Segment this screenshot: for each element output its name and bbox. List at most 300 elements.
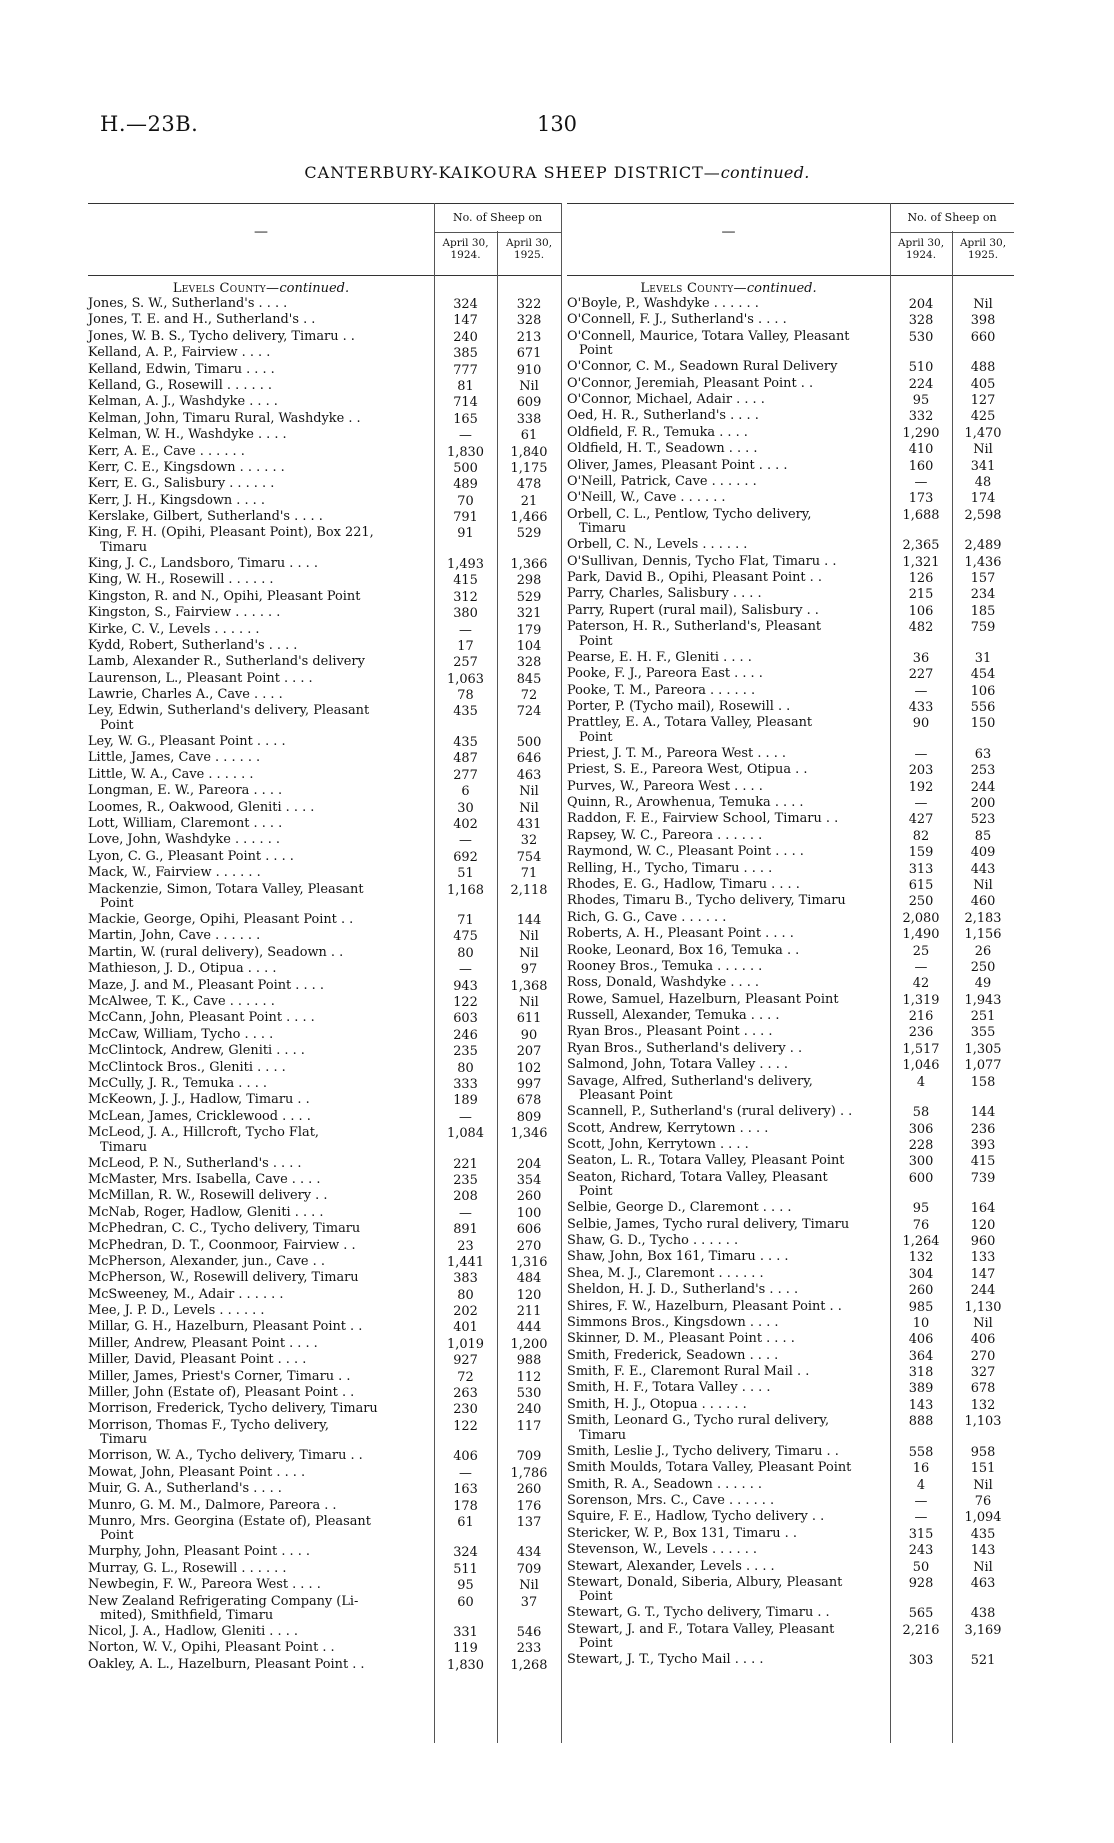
owner-line: Pooke, F. J., Pareora East . . . . bbox=[567, 666, 763, 682]
sheep-1924: 202 bbox=[453, 1304, 478, 1320]
sheep-1925: 809 bbox=[516, 1109, 542, 1125]
owner-address bbox=[88, 1353, 428, 1368]
sheep-1924: 1,084 bbox=[447, 1126, 484, 1142]
sheep-1925: 26 bbox=[974, 943, 992, 959]
sheep-1924: 1,019 bbox=[447, 1336, 484, 1352]
table-row bbox=[88, 850, 561, 866]
sheep-1924: 318 bbox=[908, 1365, 934, 1381]
sheep-1924: 1,493 bbox=[447, 556, 484, 572]
sheep-1925: 32 bbox=[520, 833, 538, 849]
owner-address bbox=[88, 412, 428, 427]
table-row bbox=[88, 1126, 561, 1157]
sheep-1925: 251 bbox=[970, 1009, 996, 1025]
table-row bbox=[567, 538, 1014, 554]
owner-address bbox=[88, 1077, 428, 1092]
sheep-1924: 106 bbox=[908, 603, 934, 619]
owner-line: Martin, John, Cave . . . . . . bbox=[88, 928, 261, 944]
county-name: Levels County— bbox=[172, 281, 280, 296]
owner-line: Mowat, John, Pleasant Point . . . . bbox=[88, 1464, 306, 1480]
sheep-1925: 31 bbox=[974, 650, 992, 666]
table-row bbox=[88, 639, 561, 655]
table-row bbox=[88, 1044, 561, 1060]
table-row bbox=[88, 1028, 561, 1044]
owner-line: O'Sullivan, Dennis, Tycho Flat, Timaru . . bbox=[567, 553, 837, 569]
sheep-1925: 71 bbox=[520, 866, 538, 882]
sheep-1925: 478 bbox=[516, 477, 542, 493]
owner-address bbox=[88, 606, 428, 621]
sheep-1925: 660 bbox=[970, 329, 996, 345]
sheep-1924: 714 bbox=[453, 395, 478, 411]
owner-line: Russell, Alexander, Temuka . . . . bbox=[567, 1008, 780, 1024]
owner-address bbox=[88, 866, 428, 881]
sheep-1925: 176 bbox=[516, 1498, 542, 1514]
owner-line: Rhodes, Timaru B., Tycho delivery, Timaru bbox=[567, 893, 846, 909]
owner-line: Little, James, Cave . . . . . . bbox=[88, 750, 261, 766]
sheep-1924: 277 bbox=[453, 767, 478, 783]
owner-line: Stewart, J. and F., Totara Valley, Pleasant bbox=[567, 1621, 835, 1637]
sheep-1924: 189 bbox=[453, 1093, 478, 1109]
sheep-1925: 529 bbox=[516, 526, 542, 542]
sheep-1925: 90 bbox=[520, 1027, 538, 1043]
sheep-1925: 415 bbox=[970, 1154, 996, 1170]
table-row bbox=[88, 379, 561, 395]
owner-line: O'Connell, Maurice, Totara Valley, Pleasant bbox=[567, 328, 850, 344]
sheep-1924: 1,321 bbox=[902, 554, 940, 570]
sheep-1924: 511 bbox=[453, 1561, 478, 1577]
table-row bbox=[88, 1545, 561, 1561]
table-row bbox=[567, 459, 1014, 475]
sheep-1924: 80 bbox=[457, 1287, 474, 1303]
sheep-1925: 1,368 bbox=[510, 978, 548, 994]
sheep-1925: 144 bbox=[970, 1105, 996, 1121]
owner-address bbox=[88, 1061, 428, 1076]
owner-address bbox=[567, 829, 885, 844]
sheep-1924: 433 bbox=[908, 699, 934, 715]
owner-line: McMillan, R. W., Rosewill delivery . . bbox=[88, 1188, 328, 1204]
sheep-1925: 240 bbox=[516, 1402, 542, 1418]
sheep-1925: 406 bbox=[970, 1332, 996, 1348]
owner-address bbox=[567, 780, 885, 795]
sheep-1925: 120 bbox=[516, 1287, 542, 1303]
owner-address bbox=[88, 330, 428, 345]
owner-address bbox=[88, 946, 428, 961]
owner-address bbox=[88, 1028, 428, 1043]
owner-line: Norton, W. V., Opihi, Pleasant Point . . bbox=[88, 1640, 335, 1656]
sheep-1924: 10 bbox=[912, 1315, 930, 1331]
table-row bbox=[567, 1218, 1014, 1234]
owner-line-continued: Point bbox=[100, 896, 134, 911]
owner-address bbox=[567, 1250, 885, 1265]
sheep-1925: Nil bbox=[519, 378, 539, 394]
sheep-1925: 234 bbox=[970, 587, 996, 603]
sheep-1925: 1,316 bbox=[510, 1254, 548, 1270]
owner-address bbox=[567, 960, 885, 975]
owner-line: Lawrie, Charles A., Cave . . . . bbox=[88, 687, 283, 703]
table-row bbox=[88, 1271, 561, 1287]
owner-line: Little, W. A., Cave . . . . . . bbox=[88, 766, 254, 782]
sheep-1924: 475 bbox=[453, 929, 478, 945]
sheep-1925: 341 bbox=[970, 458, 996, 474]
owner-address bbox=[567, 1398, 885, 1413]
owner-address bbox=[88, 1337, 428, 1352]
sheep-1925: 3,169 bbox=[964, 1622, 1002, 1638]
table-row bbox=[567, 911, 1014, 927]
owner-address bbox=[567, 1042, 885, 1057]
owner-address bbox=[567, 1349, 885, 1364]
sheep-1925: 250 bbox=[970, 959, 996, 975]
owner-line: Park, David B., Opihi, Pleasant Point . . bbox=[567, 570, 822, 586]
owner-line: Oed, H. R., Sutherland's . . . . bbox=[567, 408, 759, 424]
owner-line: Smith, H. J., Otopua . . . . . . bbox=[567, 1396, 747, 1412]
owner-line: Nicol, J. A., Hadlow, Gleniti . . . . bbox=[88, 1624, 298, 1640]
sheep-1924: 178 bbox=[453, 1498, 478, 1514]
sheep-1924: 165 bbox=[453, 411, 478, 427]
sheep-1925: 960 bbox=[970, 1233, 996, 1249]
owner-address bbox=[567, 1075, 885, 1104]
owner-address bbox=[88, 850, 428, 865]
owner-address bbox=[88, 768, 428, 783]
sheep-1925: 150 bbox=[970, 716, 996, 732]
year-1925-line2: 1925. bbox=[513, 249, 545, 261]
sheep-1925: 1,305 bbox=[964, 1041, 1002, 1057]
sheep-1924: 147 bbox=[453, 313, 478, 329]
year-1925-line1: April 30, bbox=[959, 237, 1007, 249]
owner-address bbox=[88, 623, 428, 638]
sheep-1925: 233 bbox=[516, 1641, 542, 1657]
sheep-1924: 4 bbox=[916, 1074, 926, 1090]
sheep-1925: 438 bbox=[970, 1606, 996, 1622]
owner-address bbox=[88, 1011, 428, 1026]
sheep-1924: 615 bbox=[908, 877, 934, 893]
owner-line: Rhodes, E. G., Hadlow, Timaru . . . . bbox=[567, 876, 800, 892]
owner-line: Kydd, Robert, Sutherland's . . . . bbox=[88, 637, 298, 653]
table-row bbox=[88, 428, 561, 444]
owner-address bbox=[88, 735, 428, 750]
owner-line: Priest, S. E., Pareora West, Otipua . . bbox=[567, 762, 808, 778]
sheep-1925: 355 bbox=[970, 1025, 996, 1041]
owner-address bbox=[88, 655, 428, 670]
sheep-1924: 331 bbox=[453, 1625, 478, 1641]
owner-line: Seaton, Richard, Totara Valley, Pleasant bbox=[567, 1169, 828, 1185]
owner-line: King, J. C., Landsboro, Timaru . . . . bbox=[88, 555, 318, 571]
sheep-1925: 260 bbox=[516, 1189, 542, 1205]
owner-address bbox=[567, 911, 885, 926]
sheep-column-header: No. of Sheep on bbox=[434, 204, 561, 233]
owner-line: Loomes, R., Oakwood, Gleniti . . . . bbox=[88, 799, 315, 815]
owner-address bbox=[567, 1300, 885, 1315]
owner-address bbox=[88, 573, 428, 588]
owner-address bbox=[567, 1058, 885, 1073]
owner-line: McPhedran, C. C., Tycho delivery, Timaru bbox=[88, 1221, 361, 1237]
sheep-1924: 328 bbox=[908, 313, 934, 329]
table-row bbox=[88, 929, 561, 945]
owner-address bbox=[567, 1267, 885, 1282]
table-row bbox=[88, 1370, 561, 1386]
year-1925-header bbox=[497, 237, 561, 261]
owner-address bbox=[567, 1332, 885, 1347]
table-row bbox=[567, 944, 1014, 960]
owner-address bbox=[567, 297, 885, 312]
sheep-1925: 97 bbox=[520, 962, 538, 978]
owner-line: Mackenzie, Simon, Totara Valley, Pleasant bbox=[88, 881, 364, 897]
table-row bbox=[567, 747, 1014, 763]
table-row bbox=[567, 1414, 1014, 1445]
sheep-1925: 211 bbox=[516, 1304, 542, 1320]
owner-address bbox=[567, 1623, 885, 1652]
sheep-1925: Nil bbox=[519, 784, 539, 800]
sheep-1924: 510 bbox=[908, 360, 934, 376]
sheep-1924: 1,264 bbox=[902, 1233, 940, 1249]
year-1924-line1: April 30, bbox=[897, 237, 945, 249]
table-row bbox=[567, 1560, 1014, 1576]
sheep-1925: 260 bbox=[516, 1482, 542, 1498]
sheep-1924: 235 bbox=[453, 1044, 478, 1060]
sheep-1925: 354 bbox=[516, 1172, 542, 1188]
sheep-1925: 321 bbox=[516, 606, 542, 622]
sheep-1924: 332 bbox=[908, 409, 934, 425]
sheep-1924: 603 bbox=[453, 1011, 478, 1027]
sheep-1924: 90 bbox=[912, 716, 930, 732]
sheep-1925: 393 bbox=[970, 1137, 996, 1153]
sheep-1924: 51 bbox=[457, 866, 474, 882]
sheep-1925: 1,175 bbox=[510, 460, 548, 476]
table-row bbox=[567, 508, 1014, 539]
owner-address bbox=[88, 801, 428, 816]
owner-line: Lott, William, Claremont . . . . bbox=[88, 815, 283, 831]
owner-address bbox=[88, 1093, 428, 1108]
table-row bbox=[88, 1061, 561, 1077]
table-row bbox=[88, 801, 561, 817]
sheep-1925: 2,489 bbox=[964, 538, 1002, 554]
table-row bbox=[567, 1332, 1014, 1348]
sheep-1924: — bbox=[914, 475, 928, 491]
sheep-1924: — bbox=[459, 622, 472, 638]
sheep-1925: 120 bbox=[970, 1217, 996, 1233]
sheep-1924: — bbox=[459, 428, 472, 444]
sheep-1925: 1,436 bbox=[964, 554, 1002, 570]
owner-address bbox=[567, 1316, 885, 1331]
table-row bbox=[88, 395, 561, 411]
table-row bbox=[88, 445, 561, 461]
owner-address bbox=[88, 962, 428, 977]
owner-address bbox=[88, 1402, 428, 1417]
owner-line-continued: Timaru bbox=[100, 1432, 148, 1448]
owner-line-continued: Point bbox=[579, 1636, 613, 1652]
sheep-1925: Nil bbox=[519, 994, 539, 1010]
table-row bbox=[567, 1105, 1014, 1121]
owner-line: Simmons Bros., Kingsdown . . . . bbox=[567, 1314, 779, 1330]
owner-address bbox=[567, 1461, 885, 1476]
owner-line: McAlwee, T. K., Cave . . . . . . bbox=[88, 993, 275, 1009]
table-row bbox=[88, 1157, 561, 1173]
sheep-1924: 17 bbox=[457, 638, 474, 654]
sheep-1924: 60 bbox=[457, 1594, 474, 1610]
year-1925-line1: April 30, bbox=[505, 237, 553, 249]
owner-address bbox=[88, 883, 428, 912]
sheep-1924: 1,517 bbox=[902, 1041, 940, 1057]
owner-line: Jones, S. W., Sutherland's . . . . bbox=[88, 296, 288, 311]
owner-line: Pooke, T. M., Pareora . . . . . . bbox=[567, 682, 756, 698]
sheep-1924: 1,063 bbox=[447, 671, 484, 687]
sheep-1925: 236 bbox=[970, 1121, 996, 1137]
owner-address bbox=[567, 1009, 885, 1024]
owner-address bbox=[567, 1494, 885, 1509]
owner-line: Sheldon, H. J. D., Sutherland's . . . . bbox=[567, 1282, 799, 1298]
owner-address bbox=[567, 1414, 885, 1443]
table-row bbox=[567, 780, 1014, 796]
sheep-1925: 72 bbox=[520, 688, 538, 704]
owner-line: Kelman, W. H., Washdyke . . . . bbox=[88, 427, 287, 443]
owner-line-continued: Point bbox=[579, 729, 613, 745]
owner-line: Laurenson, L., Pleasant Point . . . . bbox=[88, 670, 313, 686]
sheep-1924: 122 bbox=[453, 994, 478, 1010]
sheep-1924: 76 bbox=[912, 1217, 930, 1233]
owner-line-continued: Timaru bbox=[579, 1427, 627, 1443]
sheep-1925: 207 bbox=[516, 1044, 542, 1060]
owner-line-continued: Point bbox=[579, 1589, 613, 1605]
owner-line: Stewart, Donald, Siberia, Albury, Pleasant bbox=[567, 1574, 843, 1590]
table-row bbox=[88, 672, 561, 688]
sheep-column-header: No. of Sheep on bbox=[890, 204, 1014, 233]
table-row bbox=[567, 1058, 1014, 1074]
sheep-1924: — bbox=[914, 683, 928, 699]
owner-address bbox=[88, 1515, 428, 1544]
owner-line: Jones, W. B. S., Tycho delivery, Timaru . . bbox=[88, 328, 355, 344]
table-row bbox=[88, 573, 561, 589]
sheep-1925: 253 bbox=[970, 763, 996, 779]
owner-address bbox=[567, 1653, 885, 1668]
owner-address bbox=[88, 1449, 428, 1464]
table-row bbox=[88, 494, 561, 510]
table-row bbox=[88, 1658, 561, 1674]
sheep-1924: 16 bbox=[912, 1461, 930, 1477]
sheep-1924: 304 bbox=[908, 1266, 934, 1282]
year-1925-line2: 1925. bbox=[967, 249, 999, 261]
sheep-1924: 260 bbox=[908, 1283, 934, 1299]
sheep-1925: 529 bbox=[516, 589, 542, 605]
owner-address bbox=[567, 700, 885, 715]
owner-address bbox=[88, 1370, 428, 1385]
owner-address bbox=[88, 639, 428, 654]
sheep-1924: 313 bbox=[908, 861, 934, 877]
table-row bbox=[567, 442, 1014, 458]
owner-address bbox=[88, 1499, 428, 1514]
table-row bbox=[88, 1173, 561, 1189]
owner-address bbox=[88, 751, 428, 766]
sheep-1924: 385 bbox=[453, 346, 478, 362]
owner-address bbox=[567, 747, 885, 762]
sheep-1924: — bbox=[914, 795, 928, 811]
sheep-1924: 692 bbox=[453, 849, 478, 865]
sheep-1924: 530 bbox=[908, 329, 934, 345]
sheep-1925: 127 bbox=[970, 393, 996, 409]
sheep-1924: 235 bbox=[453, 1172, 478, 1188]
sheep-1924: 402 bbox=[453, 816, 478, 832]
owner-address bbox=[88, 979, 428, 994]
sheep-1925: 988 bbox=[516, 1353, 542, 1369]
owner-line: King, F. H. (Opihi, Pleasant Point), Box 221, bbox=[88, 525, 374, 541]
table-row bbox=[88, 1386, 561, 1402]
table-row bbox=[88, 655, 561, 671]
sheep-1925: 521 bbox=[970, 1653, 996, 1669]
owner-line: Stericker, W. P., Box 131, Timaru . . bbox=[567, 1525, 797, 1541]
table-row bbox=[88, 913, 561, 929]
sheep-1925: 2,598 bbox=[964, 507, 1002, 523]
owner-line: Ross, Donald, Washdyke . . . . bbox=[567, 975, 760, 991]
sheep-1925: 137 bbox=[516, 1514, 542, 1530]
owner-address bbox=[567, 330, 885, 359]
table-row bbox=[88, 946, 561, 962]
owner-address bbox=[567, 1138, 885, 1153]
sheep-1925: 646 bbox=[516, 751, 542, 767]
table-row bbox=[88, 1449, 561, 1465]
owner-address bbox=[88, 1126, 428, 1155]
sheep-1925: 144 bbox=[516, 913, 542, 928]
table-row bbox=[88, 1255, 561, 1271]
sheep-1925: 425 bbox=[970, 409, 996, 425]
table-row bbox=[88, 688, 561, 704]
owner-line-continued: Timaru bbox=[100, 539, 148, 555]
owner-line: Purves, W., Pareora West . . . . bbox=[567, 778, 763, 794]
owner-address bbox=[567, 1171, 885, 1200]
owner-address bbox=[567, 796, 885, 811]
owner-address bbox=[88, 590, 428, 605]
owner-line: McLean, James, Cricklewood . . . . bbox=[88, 1108, 311, 1124]
sheep-1924: 82 bbox=[912, 828, 930, 844]
owner-address bbox=[567, 1381, 885, 1396]
sheep-1925: 678 bbox=[516, 1093, 542, 1109]
sheep-1925: 338 bbox=[516, 411, 542, 427]
sheep-1924: 132 bbox=[908, 1250, 934, 1266]
owner-line-continued: Point bbox=[100, 717, 134, 733]
owner-line: Savage, Alfred, Sutherland's delivery, bbox=[567, 1073, 813, 1089]
sheep-1924: 25 bbox=[912, 943, 930, 959]
owner-address bbox=[88, 557, 428, 572]
table-row bbox=[567, 716, 1014, 747]
table-row bbox=[88, 1353, 561, 1369]
owner-address bbox=[88, 1625, 428, 1640]
sheep-1925: 609 bbox=[516, 395, 542, 411]
sheep-1925: 270 bbox=[516, 1238, 542, 1254]
sheep-1924: 2,216 bbox=[902, 1622, 940, 1638]
owner-address bbox=[567, 667, 885, 682]
sheep-1925: Nil bbox=[519, 1578, 539, 1594]
table-row bbox=[88, 1077, 561, 1093]
table-row bbox=[567, 796, 1014, 812]
sheep-1925: 328 bbox=[516, 313, 542, 329]
owner-address bbox=[88, 1173, 428, 1188]
owner-address bbox=[567, 1201, 885, 1216]
owner-line: Rowe, Samuel, Hazelburn, Pleasant Point bbox=[567, 991, 839, 1007]
sheep-1924: 203 bbox=[908, 763, 934, 779]
sheep-1924: 80 bbox=[457, 1060, 474, 1076]
owner-line: McPherson, Alexander, jun., Cave . . bbox=[88, 1253, 325, 1269]
owner-address bbox=[567, 862, 885, 877]
year-1924-line2: 1924. bbox=[450, 249, 481, 261]
column-rule bbox=[561, 203, 562, 1743]
table-row bbox=[567, 684, 1014, 700]
owner-line: Ley, Edwin, Sutherland's delivery, Pleasant bbox=[88, 703, 370, 719]
owner-line: Ryan Bros., Pleasant Point . . . . bbox=[567, 1024, 773, 1040]
owner-address bbox=[567, 393, 885, 408]
owner-address bbox=[88, 1320, 428, 1335]
left-table-header bbox=[88, 203, 561, 276]
sheep-1925: 185 bbox=[970, 603, 996, 619]
sheep-1924: 406 bbox=[453, 1449, 478, 1465]
sheep-1925: 1,943 bbox=[964, 992, 1002, 1008]
sheep-1925: 398 bbox=[970, 313, 996, 329]
owner-line: Selbie, George D., Claremont . . . . bbox=[567, 1200, 792, 1216]
